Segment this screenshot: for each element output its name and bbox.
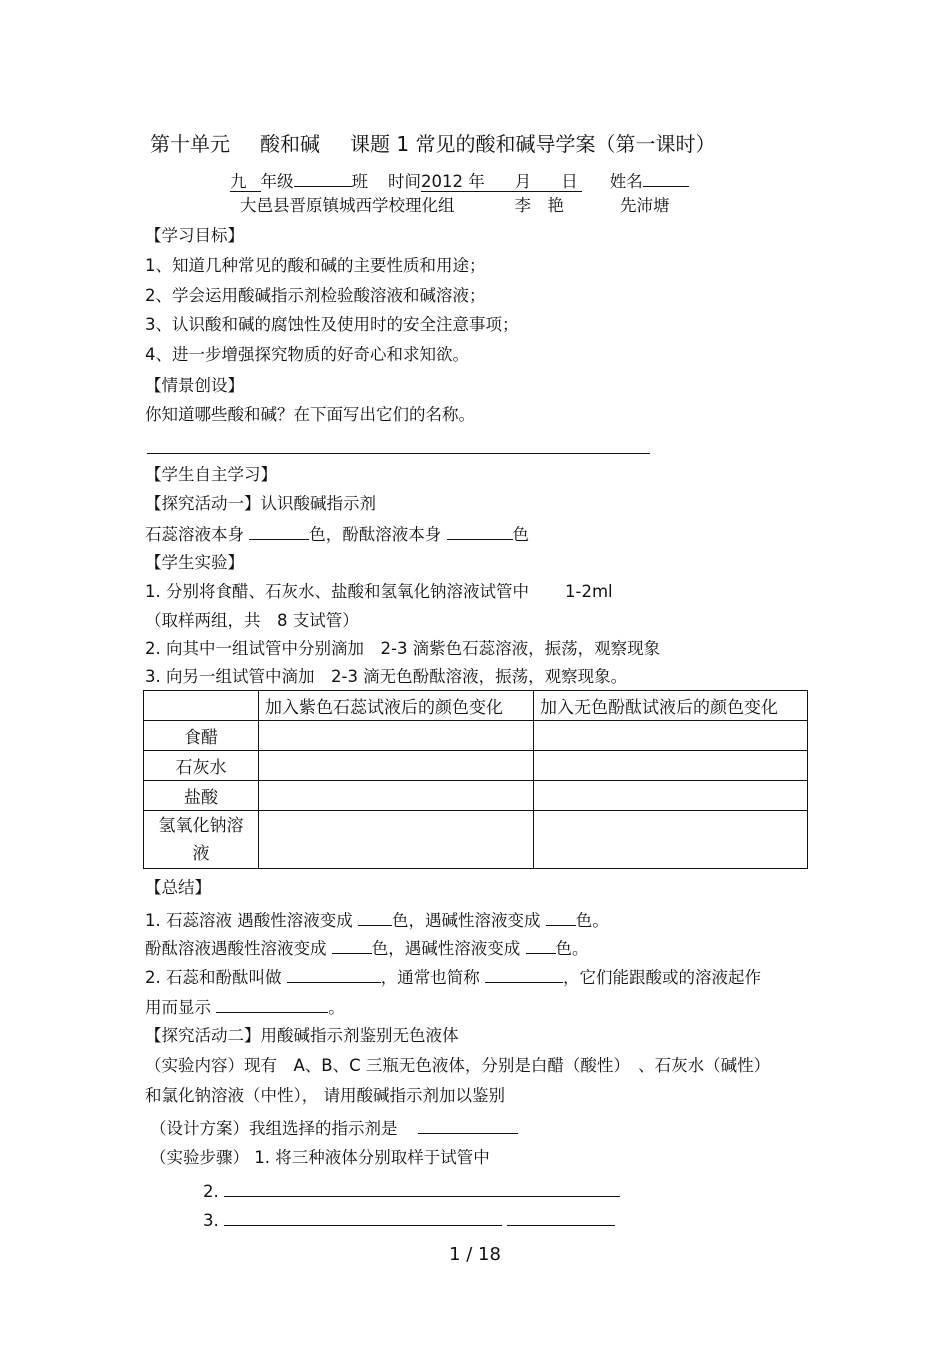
title-topic: 课题 1 常见的酸和碱导学案（第一课时）: [350, 132, 716, 156]
design-text: （设计方案）我组选择的指示剂是: [150, 1119, 398, 1138]
experiment-heading: 【学生实验】: [145, 553, 244, 572]
student-info-line: [230, 168, 689, 194]
observation-table: [143, 690, 808, 869]
school-line: [240, 194, 670, 218]
blank-short-name[interactable]: [485, 964, 563, 983]
class-blank[interactable]: [294, 168, 352, 187]
summary-heading: 【总结】: [145, 878, 211, 897]
table-header-cell: 加入无色酚酞试液后的颜色变化: [534, 691, 808, 721]
summary-l2b: 色，遇碱性溶液变成: [371, 939, 521, 958]
summary-l4a: 用而显示: [145, 998, 211, 1017]
summary-l2a: 酚酞溶液遇酸性溶液变成: [145, 939, 327, 958]
table-row: [144, 721, 808, 751]
table-cell[interactable]: [259, 751, 534, 781]
blank-litmus-acid[interactable]: [358, 907, 392, 926]
table-cell[interactable]: [534, 751, 808, 781]
table-header-cell: 加入紫色石蕊试液后的颜色变化: [259, 691, 534, 721]
author-1: 李 艳: [514, 196, 564, 215]
indicator-choice-blank[interactable]: [418, 1115, 518, 1134]
goal-item-3: 3、认识酸和碱的腐蚀性及使用时的安全注意事项；: [145, 315, 519, 334]
summary-line-4: [145, 994, 345, 1020]
goal-item-2: 2、学会运用酸碱指示剂检验酸溶液和碱溶液；: [145, 286, 486, 305]
table-cell[interactable]: [534, 781, 808, 811]
table-header-cell: [144, 691, 259, 721]
table-cell[interactable]: [534, 721, 808, 751]
school-name: 大邑县晋原镇城西学校理化组: [240, 196, 455, 215]
table-cell[interactable]: [534, 811, 808, 869]
summary-l3a: 2. 石蕊和酚酞叫做: [145, 968, 282, 987]
experiment-step-1: [145, 580, 613, 604]
time-month: 月: [515, 172, 562, 192]
activity2-content-1: （实验内容）现有 A、B、C 三瓶无色液体，分别是白醋（酸性） 、石灰水（碱性）: [145, 1056, 771, 1075]
naoh-line-1: 氢氧化钠溶: [158, 815, 244, 836]
experiment-step1-note: （取样两组，共 8 支试管）: [145, 611, 359, 630]
naoh-line-2: 液: [192, 843, 210, 864]
summary-l3b: ，通常也简称: [380, 968, 480, 987]
summary-line-2: [145, 935, 589, 961]
summary-l2c: 色。: [555, 939, 589, 958]
litmus-text-c: 色: [512, 525, 529, 544]
row-label-limewater: 石灰水: [144, 751, 259, 781]
step1-text: 1. 分别将食醋、石灰水、盐酸和氢氧化钠溶液试管中: [145, 582, 529, 601]
time-day: 日: [561, 172, 582, 192]
time-year: 2012 年: [421, 172, 515, 192]
step3-blank-a[interactable]: [224, 1207, 502, 1226]
activity2-step-2: [203, 1178, 620, 1204]
summary-l1c: 色。: [575, 911, 609, 930]
table-cell[interactable]: [259, 721, 534, 751]
class-label: 班: [351, 172, 368, 191]
table-cell[interactable]: [259, 811, 534, 869]
blank-display[interactable]: [216, 994, 328, 1013]
summary-l4b: 。: [328, 998, 345, 1017]
grade-value: 九: [230, 172, 261, 192]
activity2-step-3: [203, 1207, 615, 1233]
activity2-steps: （实验步骤） 1. 将三种液体分别取样于试管中: [150, 1148, 490, 1167]
experiment-step-2: 2. 向其中一组试管中分别滴加 2-3 滴紫色石蕊溶液，振荡，观察现象: [145, 639, 661, 658]
name-label: 姓名: [609, 172, 643, 191]
scene-heading: 【情景创设】: [145, 376, 244, 395]
activity1-heading: 【探究活动一】认识酸碱指示剂: [145, 494, 376, 513]
goal-item-1: 1、知道几种常见的酸和碱的主要性质和用途；: [145, 256, 486, 275]
step3-blank-b[interactable]: [507, 1207, 615, 1226]
goals-heading: 【学习目标】: [145, 226, 244, 245]
summary-line-1: [145, 907, 609, 933]
row-label-hcl: 盐酸: [144, 781, 259, 811]
activity2-heading: 【探究活动二】用酸碱指示剂鉴别无色液体: [145, 1026, 459, 1045]
row-label-naoh: [144, 811, 259, 869]
grade-label: 年级: [260, 172, 294, 191]
table-cell[interactable]: [259, 781, 534, 811]
litmus-text-b: 色，酚酞溶液本身: [309, 525, 442, 544]
blank-phenol-acid[interactable]: [332, 935, 372, 954]
litmus-text-a: 石蕊溶液本身: [145, 525, 244, 544]
document-title: [150, 128, 715, 157]
blank-phenol-base[interactable]: [526, 935, 556, 954]
phenol-color-blank[interactable]: [447, 521, 513, 540]
table-row: [144, 811, 808, 869]
goal-item-4: 4、进一步增强探究物质的好奇心和求知欲。: [145, 345, 469, 364]
time-label: 时间: [388, 172, 421, 191]
table-row: [144, 781, 808, 811]
row-label-vinegar: 食醋: [144, 721, 259, 751]
step2-blank[interactable]: [224, 1178, 620, 1197]
litmus-color-blank[interactable]: [249, 521, 309, 540]
summary-line-3: [145, 964, 761, 990]
blank-called[interactable]: [287, 964, 381, 983]
step2-number: 2.: [203, 1182, 219, 1201]
blank-litmus-base[interactable]: [546, 907, 576, 926]
author-2: 先沛塘: [620, 196, 670, 215]
summary-l3c: ，它们能跟酸或的溶液起作: [563, 968, 761, 987]
title-chapter: 酸和碱: [260, 132, 320, 156]
scene-question: 你知道哪些酸和碱？在下面写出它们的名称。: [145, 405, 475, 424]
page-number: 1 / 18: [449, 1244, 501, 1265]
name-blank[interactable]: [643, 168, 689, 187]
summary-l1b: 色，遇碱性溶液变成: [391, 911, 541, 930]
table-header-row: [144, 691, 808, 721]
activity2-design: [150, 1115, 518, 1141]
table-row: [144, 751, 808, 781]
title-unit: 第十单元: [150, 132, 230, 156]
answer-line[interactable]: [147, 453, 650, 454]
step1-amount: 1-2ml: [565, 582, 613, 601]
summary-l1a: 1. 石蕊溶液 遇酸性溶液变成: [145, 911, 353, 930]
indicator-color-line: [145, 521, 529, 547]
experiment-step-3: 3. 向另一组试管中滴加 2-3 滴无色酚酞溶液，振荡，观察现象。: [145, 667, 628, 686]
self-study-heading: 【学生自主学习】: [145, 465, 277, 484]
step3-number: 3.: [203, 1211, 219, 1230]
activity2-content-2: 和氯化钠溶液（中性）， 请用酸碱指示剂加以鉴别: [145, 1086, 505, 1105]
